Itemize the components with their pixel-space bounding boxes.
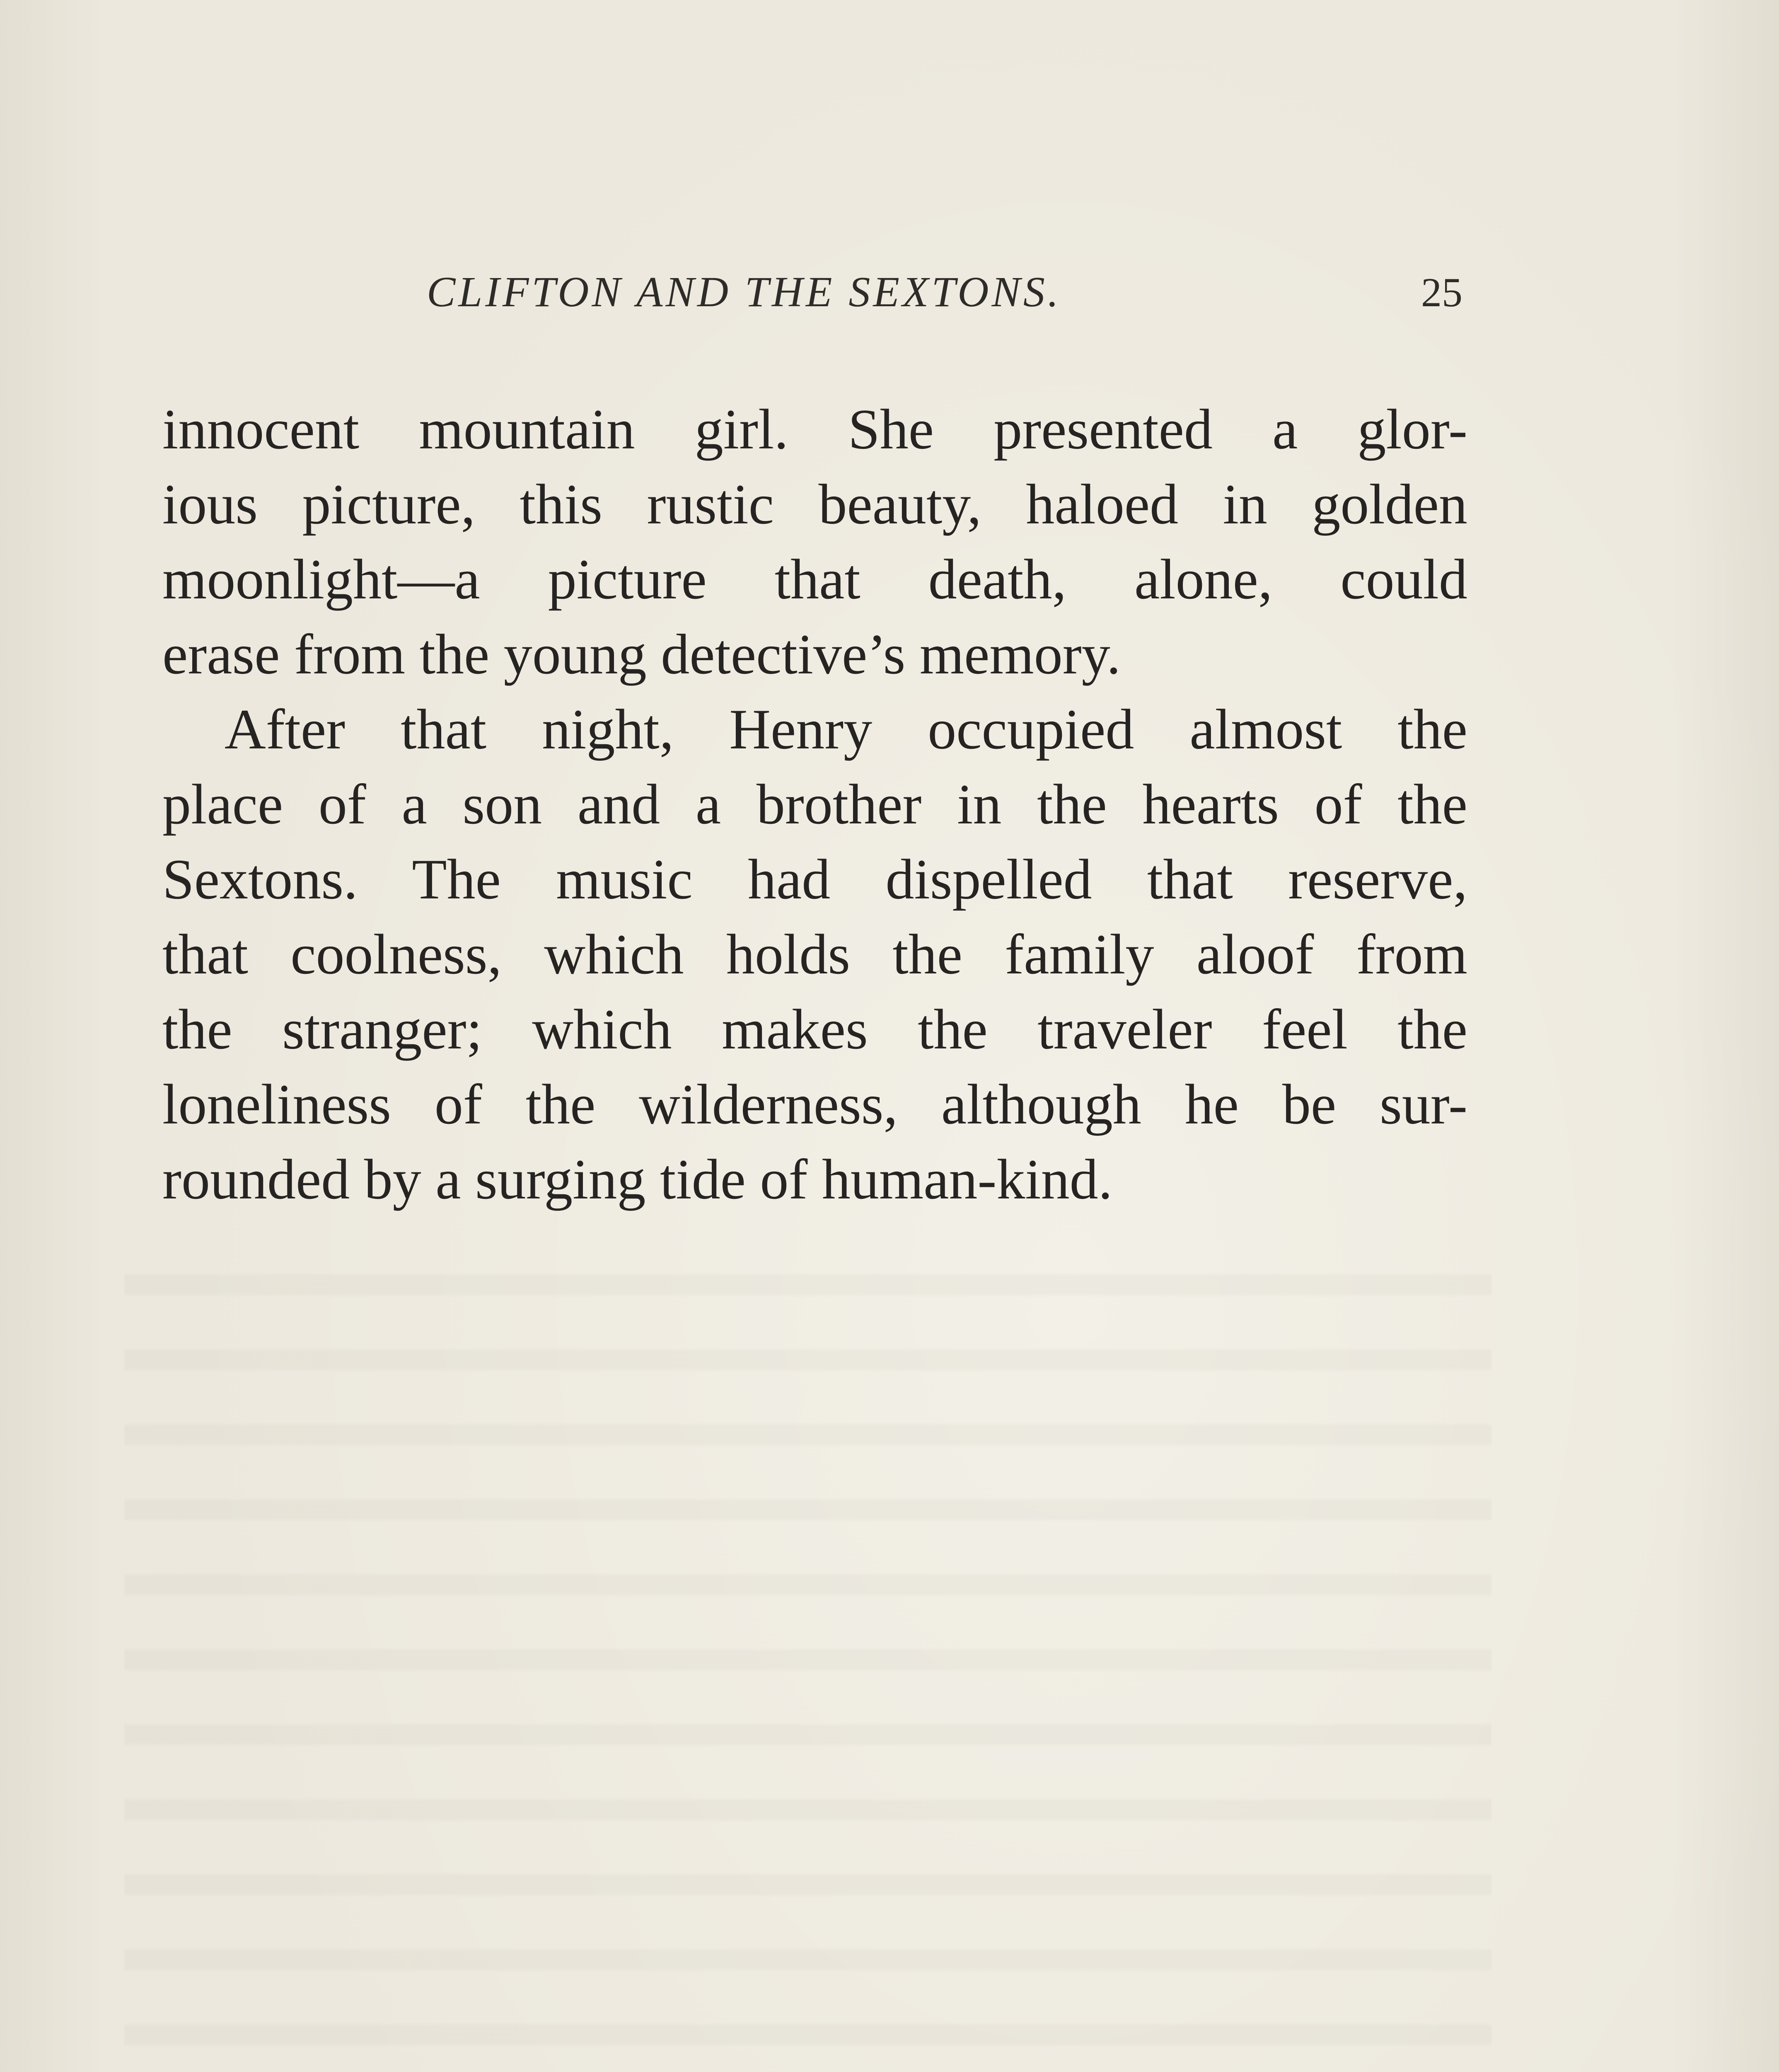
text-line: innocent mountain girl. She presented a glor- (162, 397, 1467, 461)
body-text (162, 392, 1467, 1217)
text-line: moonlight—a picture that death, alone, could (162, 547, 1467, 611)
text-line: Sextons. The music had dispelled that reserve, (162, 847, 1467, 911)
text-line: loneliness of the wilderness, although he be sur- (162, 1072, 1467, 1136)
text-line: place of a son and a brother in the hearts of the (162, 772, 1467, 836)
text-line: the stranger; which makes the traveler feel the (162, 997, 1467, 1061)
text-line: erase from the young detective’s memory. (162, 622, 1121, 686)
show-through-texture (124, 1222, 1491, 2072)
paragraph (162, 692, 1467, 1217)
page-number: 25 (1421, 269, 1462, 315)
paragraph (162, 392, 1467, 692)
running-head: CLIFTON AND THE SEXTONS. (427, 268, 1061, 316)
text-line: rounded by a surging tide of human-kind. (162, 1147, 1113, 1211)
text-line: ious picture, this rustic beauty, haloed in golden (162, 472, 1467, 536)
text-line: that coolness, which holds the family aloof from (162, 922, 1467, 986)
text-line: After that night, Henry occupied almost the (225, 697, 1467, 761)
